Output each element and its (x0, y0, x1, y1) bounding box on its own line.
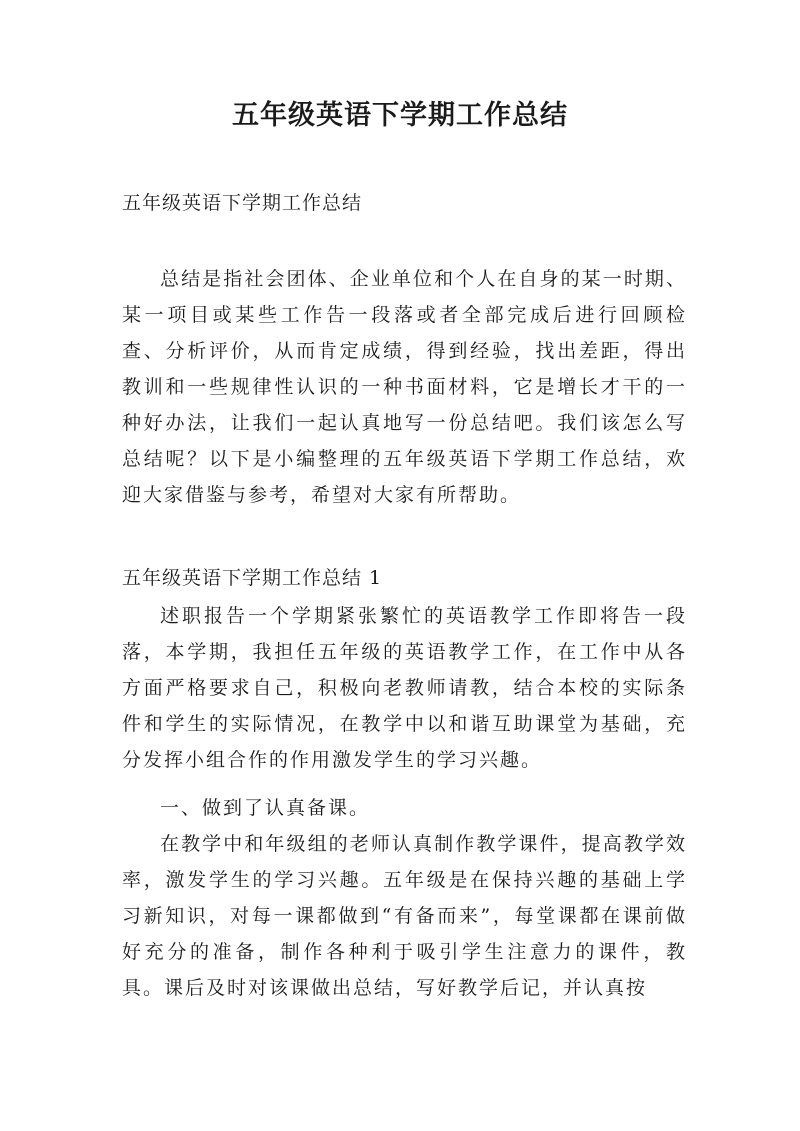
body-paragraph: 在教学中和年级组的老师认真制作教学课件，提高教学效率，激发学生的学习兴趣。五年级是在保持兴趣的基础上学习新知识，对每一课都做到“有备而来”，每堂课都在课前做好充分的准备，制作各种利于吸引学生注意力的课件，教具。课后及时对该课做出总结，写好教学后记，并认真按 (122, 833, 687, 999)
intro-paragraph: 总结是指社会团体、企业单位和个人在自身的某一时期、某一项目或某些工作告一段落或者全部完成后进行回顾检查、分析评价，从而肯定成绩，得到经验，找出差距，得出教训和一些规律性认识的一种书面材料，它是增长才干的一种好办法，让我们一起认真地写一份总结吧。我们该怎么写总结呢？以下是小编整理的五年级英语下学期工作总结，欢迎大家借鉴与参考，希望对大家有所帮助。 (122, 268, 687, 506)
section-heading: 一、做到了认真备课。 (160, 797, 371, 819)
report-paragraph: 述职报告一个学期紧张繁忙的英语教学工作即将告一段落，本学期，我担任五年级的英语教学工作，在工作中从各方面严格要求自己，积极向老教师请教，结合本校的实际条件和学生的实际情况，在教学中以和谐互助课堂为基础，充分发挥小组合作的作用激发学生的学习兴趣。 (122, 605, 687, 771)
document-subtitle: 五年级英语下学期工作总结 (122, 192, 363, 214)
section-title: 五年级英语下学期工作总结 1 (122, 567, 383, 589)
document-title: 五年级英语下学期工作总结 (232, 100, 568, 131)
